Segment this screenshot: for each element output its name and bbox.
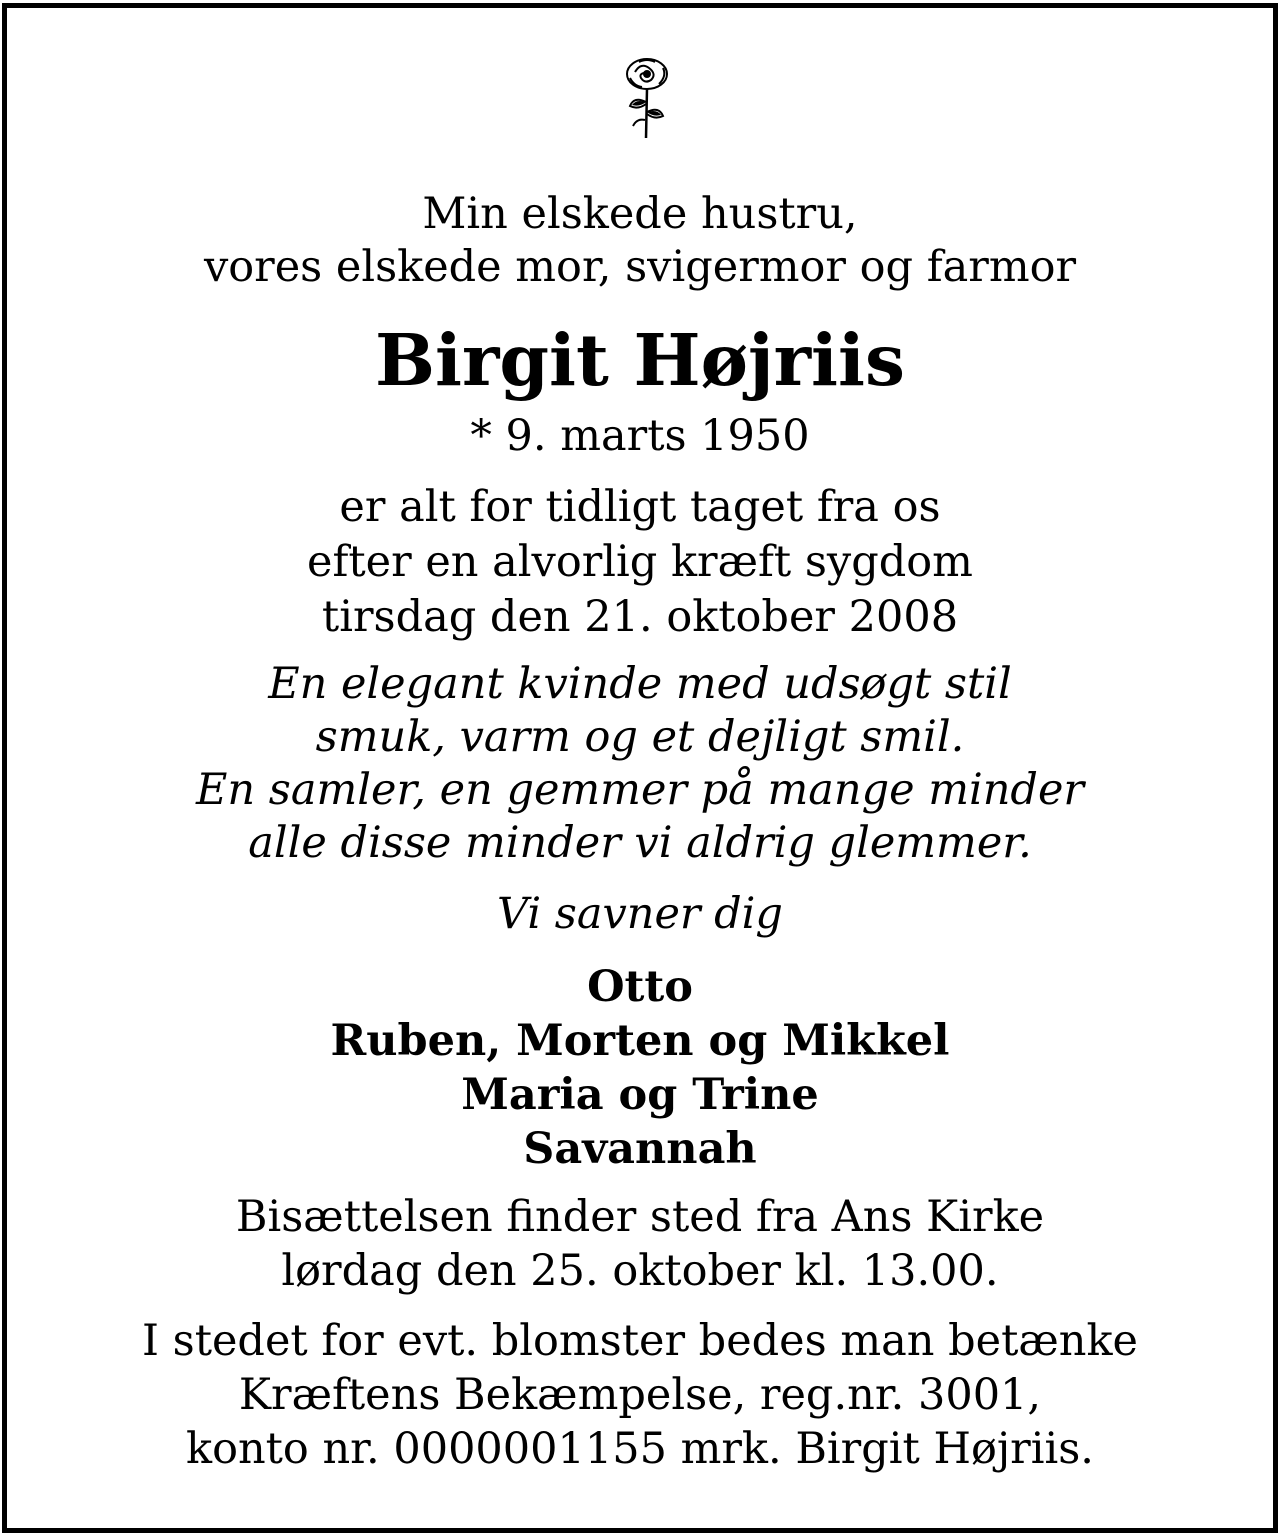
family-names	[7, 960, 1273, 1176]
memorial-poem	[7, 658, 1273, 870]
obituary-notice	[2, 3, 1278, 1533]
intro-line-2: vores elskede mor, svigermor og farmor	[203, 242, 1077, 292]
intro-line-1: Min elskede hustru,	[422, 189, 858, 239]
family-line: Savannah	[523, 1124, 757, 1174]
family-line: Ruben, Morten og Mikkel	[330, 1016, 950, 1066]
donation-info	[7, 1314, 1273, 1476]
birth-date: * 9. marts 1950	[470, 411, 810, 461]
rose-icon	[619, 54, 675, 142]
death-announcement	[7, 480, 1273, 645]
poem-line: En elegant kvinde med udsøgt stil	[268, 659, 1012, 709]
donation-line-3: konto nr. 0000001155 mrk. Birgit Højriis.	[186, 1424, 1094, 1474]
family-line: Otto	[587, 962, 693, 1012]
funeral-line-1: Bisættelsen finder sted fra Ans Kirke	[235, 1192, 1045, 1242]
family-line: Maria og Trine	[461, 1070, 819, 1120]
poem-line: alle disse minder vi aldrig glemmer.	[248, 818, 1032, 868]
funeral-info	[7, 1190, 1273, 1298]
poem-line: smuk, varm og et dejligt smil.	[315, 712, 965, 762]
funeral-line-2: lørdag den 25. oktober kl. 13.00.	[281, 1246, 999, 1296]
death-line-2: efter en alvorlig kræft sygdom	[307, 537, 973, 587]
death-line-1: er alt for tidligt taget fra os	[339, 482, 941, 532]
deceased-name: Birgit Højriis	[375, 318, 905, 402]
farewell-text: Vi savner dig	[497, 889, 783, 939]
intro-text	[7, 188, 1273, 294]
poem-line: En samler, en gemmer på mange minder	[196, 765, 1084, 815]
donation-line-2: Kræftens Bekæmpelse, reg.nr. 3001,	[238, 1370, 1042, 1420]
death-line-3: tirsdag den 21. oktober 2008	[321, 592, 959, 642]
donation-line-1: I stedet for evt. blomster bedes man betænke	[141, 1316, 1139, 1366]
